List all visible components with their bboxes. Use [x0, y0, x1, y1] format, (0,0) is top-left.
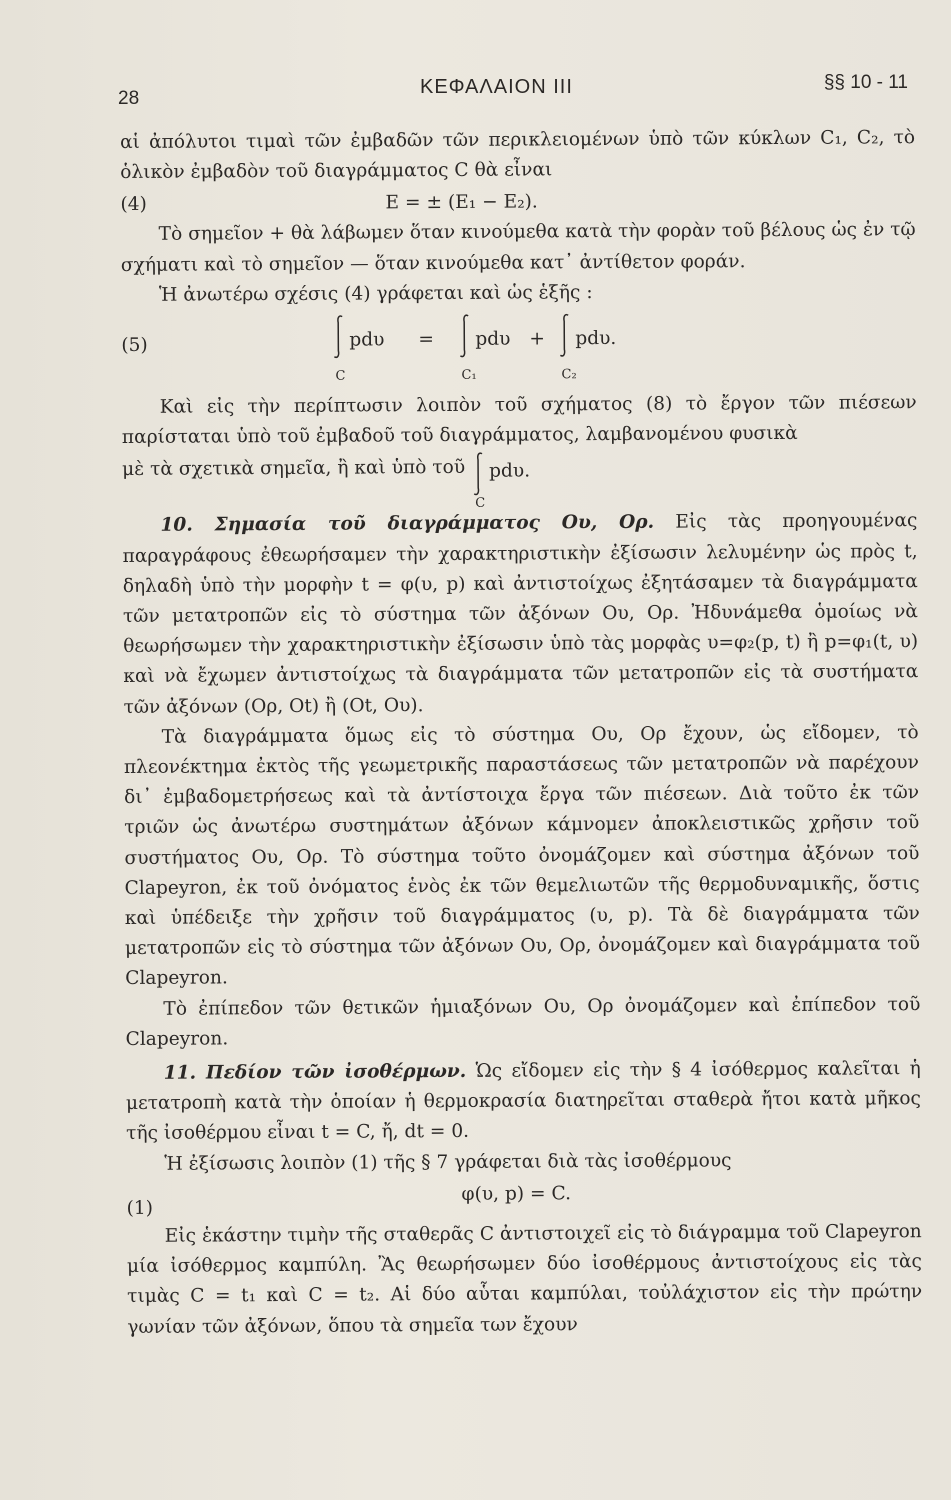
paragraph: Τὰ διαγράμματα ὅμως εἰς τὸ σύστημα Ου, Ορ ἔχουν, ὡς εἴδομεν, τὸ πλεονέκτημα ἐκτὸς τῆς γεωμετρικῆς παραστάσεως τῶν μετατροπῶν νὰ παρέχουν δι᾽ ἐμβαδομετρήσεως καὶ τὰ ἀντίστοιχα ἔργα τῶν πιέσεων. Διὰ τοῦτο ἐκ τῶν τριῶν ὡς ἀνωτέρω συστημάτων ἀξόνων κάμνομεν ἀποκλειστικῶς χρῆσιν τοῦ συστήματος Ου, Ορ. Τὸ σύστημα τοῦτο ὀνομάζομεν καὶ σύστημα ἀξόνων τοῦ Clapeyron, ἐκ τοῦ ὀνόματος ἑνὸς ἐκ τῶν θεμελιωτῶν τῆς θερμοδυναμικῆς, ὅστις καὶ ὑπέδειξε τὴν χρῆσιν τοῦ διαγράμματος (υ, p). Τὰ δὲ διαγράμματα τῶν μετατροπῶν εἰς τὸ σύστημα τῶν ἀξόνων Ου, Ορ, ὀνομάζομεν καὶ διαγράμματα τοῦ Clapeyron. [123, 721, 921, 990]
integrand: pdυ [475, 328, 511, 350]
paragraph [122, 449, 917, 512]
paragraph: Εἰς ἑκάστην τιμὴν τῆς σταθερᾶς C ἀντιστοιχεῖ εἰς τὸ διάγραμμα τοῦ Clapeyron μία ἰσόθερμος καμπύλη. Ἂς θεωρήσωμεν δύο ἰσοθέρμους ἀντιστοίχους εἰς τὰς τιμὰς C = t₁ καὶ C = t₂. Αἱ δύο αὗται καμπύλαι, τοὐλάχιστον εἰς τὴν πρώτην γωνίαν τῶν ἀξόνων, ὅπου τὰ σημεῖα των ἔχουν [126, 1221, 923, 1338]
page-number: 28 [118, 88, 140, 109]
chapter-title: ΚΕΦΑΛΑΙΟΝ III [420, 76, 573, 98]
integral-sign-icon [557, 312, 571, 358]
section-heading: 11. Πεδίον τῶν ἰσοθέρμων. [163, 1060, 467, 1084]
integral-subscript: C [335, 368, 346, 384]
paragraph-text: Εἰς τὰς προηγουμένας παραγράφους ἐθεωρήσαμεν τὴν χαρακτηριστικὴν ἐξίσωσιν λελυμένην ὡς πρὸς t, δηλαδὴ ὑπὸ τὴν μορφὴν t = φ(υ, p) καὶ ἀντιστοίχως ἐξητάσαμεν τὰ διαγράμματα τῶν μετατροπῶν εἰς τὸ σύστημα τῶν ἀξόνων Ου, Ορ. Ἠδυνάμεθα ὁμοίως νὰ θεωρήσωμεν τὴν χαρακτηριστικὴν ἐξίσωσιν ὑπὸ τὰς μορφὰς υ=φ₂(p, t) ἢ p=φ₁(t, υ) καὶ νὰ ἔχωμεν ἀντιστοίχως τὰ διαγράμματα τῶν μετατροπῶν εἰς τὰ συστήματα τῶν ἀξόνων (Ορ, Οt) ἢ (Οt, Ου). [122, 510, 919, 718]
paragraph-text: Ὡς εἴδομεν εἰς τὴν § 4 ἰσόθερμος καλεῖται ἡ μετατροπὴ κατὰ τὴν ὁποίαν ἡ θερμοκρασία διατηρεῖται σταθερὰ ἤτοι κατὰ μῆκος τῆς ἰσοθέρμου εἶναι t = C, ἤ, dt = 0. [125, 1058, 922, 1145]
integrand: pdυ. [489, 460, 531, 483]
integral-sign-icon [331, 314, 345, 360]
paragraph: Καὶ εἰς τὴν περίπτωσιν λοιπὸν τοῦ σχήματος (8) τὸ ἔργον τῶν πιέσεων παρίσταται ὑπὸ τοῦ ἐμβαδοῦ τοῦ διαγράμματος, λαμβανομένου φυσικὰ [121, 392, 917, 449]
integral-subscript: C [475, 496, 486, 512]
equation-expression: φ(υ, p) = C. [461, 1183, 572, 1205]
inline-integral [471, 451, 541, 512]
paragraph-text: μὲ τὰ σχετικὰ σημεῖα, ἢ καὶ ὑπὸ τοῦ [122, 457, 466, 481]
paragraph: Τὸ ἐπίπεδον τῶν θετικῶν ἡμιαξόνων Ου, Ορ ὀνομάζομεν καὶ ἐπίπεδον τοῦ Clapeyron. [125, 993, 921, 1050]
integrand: pdυ. [575, 327, 617, 350]
integral-subscript: C₁ [461, 367, 477, 383]
equation-1 [126, 1177, 921, 1222]
section-heading: 10. Σημασία τοῦ διαγράμματος Ου, Ορ. [160, 512, 655, 537]
integral-subscript: C₂ [561, 367, 577, 383]
running-header [118, 72, 908, 112]
paragraph: Ἡ ἀνωτέρω σχέσις (4) γράφεται καὶ ὡς ἑξῆς : [158, 281, 593, 306]
equation-number: (1) [126, 1197, 154, 1219]
equation-expression: E = ± (E₁ − E₂). [385, 191, 538, 214]
paragraph: Ἡ ἐξίσωσις λοιπὸν (1) τῆς § 7 γράφεται διὰ τὰς ἰσοθέρμους [164, 1149, 732, 1175]
section-11 [126, 1054, 922, 1149]
section-10 [122, 507, 918, 723]
paragraph: Τὸ σημεῖον + θὰ λάβωμεν ὅταν κινούμεθα κατὰ τὴν φορὰν τοῦ βέλους ὡς ἐν τῷ σχήματι καὶ τὸ σημεῖον — ὅταν κινούμεθα κατ᾽ ἀντίθετον φοράν. [120, 219, 916, 276]
integral-sign-icon [457, 313, 471, 359]
equation-5 [121, 310, 916, 387]
integrand: pdυ [349, 329, 385, 351]
equals-sign: = [418, 329, 434, 351]
equation-number: (4) [120, 194, 147, 216]
equation-4 [120, 184, 915, 221]
equation-number: (5) [121, 334, 148, 357]
section-range: §§ 10 - 11 [823, 72, 908, 93]
paragraph: αἱ ἀπόλυτοι τιμαὶ τῶν ἐμβαδῶν τῶν περικλειομένων ὑπὸ τῶν κύκλων C₁, C₂, τὸ ὁλικὸν ἐμβαδὸν τοῦ διαγράμματος C θὰ εἶναι [120, 127, 916, 184]
page-body [120, 123, 922, 1343]
plus-sign: + [529, 328, 545, 350]
